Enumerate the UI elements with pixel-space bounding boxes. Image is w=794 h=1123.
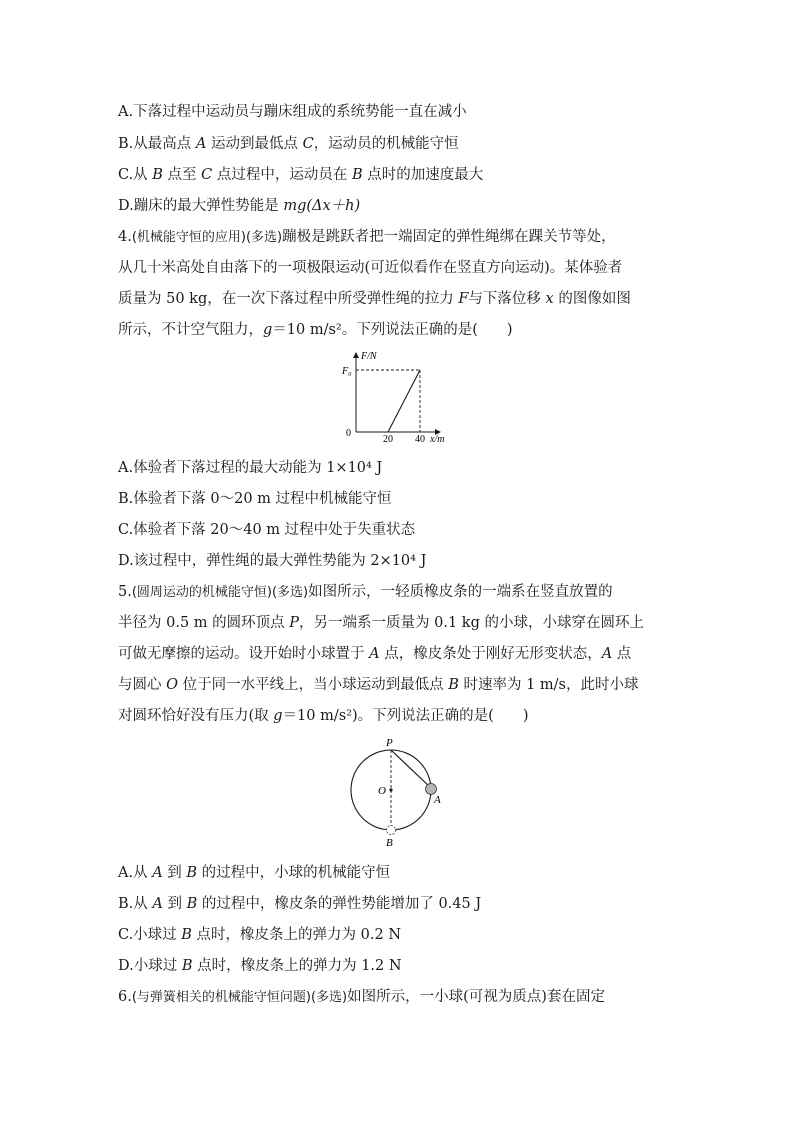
q4-force-displacement-graph [330, 348, 470, 448]
q3-option-a: A.下落过程中运动员与蹦床组成的系统势能一直在减小 [118, 104, 467, 120]
q4-stem-line3: 质量为 50 kg，在一次下落过程中所受弹性绳的拉力 F与下落位移 x 的图像如图 [118, 291, 631, 307]
force-line [388, 370, 420, 432]
q5-stem-line3: 可做无摩擦的运动。设开始时小球置于 A 点，橡皮条处于刚好无形变状态，A 点 [118, 646, 632, 662]
x-tick-label-40: 40 [415, 434, 425, 445]
y-axis-label: F/N [361, 351, 377, 362]
q6-stem-line1: 6.(与弹簧相关的机械能守恒问题)(多选)如图所示，一小球(可视为质点)套在固定 [118, 989, 605, 1005]
x-axis-label: x/m [430, 434, 445, 445]
q4-stem-line4: 所示，不计空气阻力，g＝10 m/s²。下列说法正确的是( ) [118, 322, 513, 338]
label-p: P [386, 737, 393, 749]
ball-at-a [426, 784, 437, 795]
q5-tag: (圆周运动的机械能守恒)(多选) [131, 585, 309, 600]
label-a: A [434, 794, 441, 806]
center-point [389, 788, 392, 791]
q4-option-c: C.体验者下落 20～40 m 过程中处于失重状态 [118, 522, 416, 538]
q6-tag: (与弹簧相关的机械能守恒问题)(多选) [131, 990, 348, 1005]
q5-stem-line2: 半径为 0.5 m 的圆环顶点 P，另一端系一质量为 0.1 kg 的小球，小球穿在圆环上 [118, 615, 644, 631]
origin-label: 0 [346, 428, 351, 439]
q4-tag: (机械能守恒的应用)(多选) [131, 230, 283, 245]
x-tick-label-20: 20 [383, 434, 393, 445]
y-tick-label-f0: F₀ [342, 366, 352, 377]
q5-stem-line5: 对圆环恰好没有压力(取 g＝10 m/s²)。下列说法正确的是( ) [118, 708, 529, 724]
q5-option-b: B.从 A 到 B 的过程中，橡皮条的弹性势能增加了 0.45 J [118, 896, 482, 912]
q3-option-b: B.从最高点 A 运动到最低点 C，运动员的机械能守恒 [118, 136, 459, 152]
q3-option-c: C.从 B 点至 C 点过程中，运动员在 B 点时的加速度最大 [118, 167, 484, 183]
label-o: O [378, 785, 386, 797]
q5-option-c: C.小球过 B 点时，橡皮条上的弹力为 0.2 N [118, 927, 402, 943]
q5-stem-line4: 与圆心 O 位于同一水平线上，当小球运动到最低点 B 时速率为 1 m/s，此时小球 [118, 677, 639, 693]
q5-circle-diagram [340, 735, 450, 850]
ball-position-b [387, 826, 396, 835]
q4-stem-line2: 从几十米高处自由落下的一项极限运动(可近似看作在竖直方向运动)。某体验者 [118, 260, 623, 276]
q4-stem-line1: 4.(机械能守恒的应用)(多选)蹦极是跳跃者把一端固定的弹性绳绑在踝关节等处， [118, 229, 616, 245]
label-b: B [386, 837, 393, 849]
q4-option-d: D.该过程中，弹性绳的最大弹性势能为 2×10⁴ J [118, 553, 427, 569]
q4-option-a: A.体验者下落过程的最大动能为 1×10⁴ J [118, 460, 383, 476]
q5-option-a: A.从 A 到 B 的过程中，小球的机械能守恒 [118, 865, 391, 881]
q4-option-b: B.体验者下落 0～20 m 过程中机械能守恒 [118, 491, 392, 507]
q3-option-d: D.蹦床的最大弹性势能是 mg(Δx＋h) [118, 198, 361, 214]
q5-option-d: D.小球过 B 点时，橡皮条上的弹力为 1.2 N [118, 958, 402, 974]
q5-stem-line1: 5.(圆周运动的机械能守恒)(多选)如图所示，一轻质橡皮条的一端系在竖直放置的 [118, 584, 613, 600]
